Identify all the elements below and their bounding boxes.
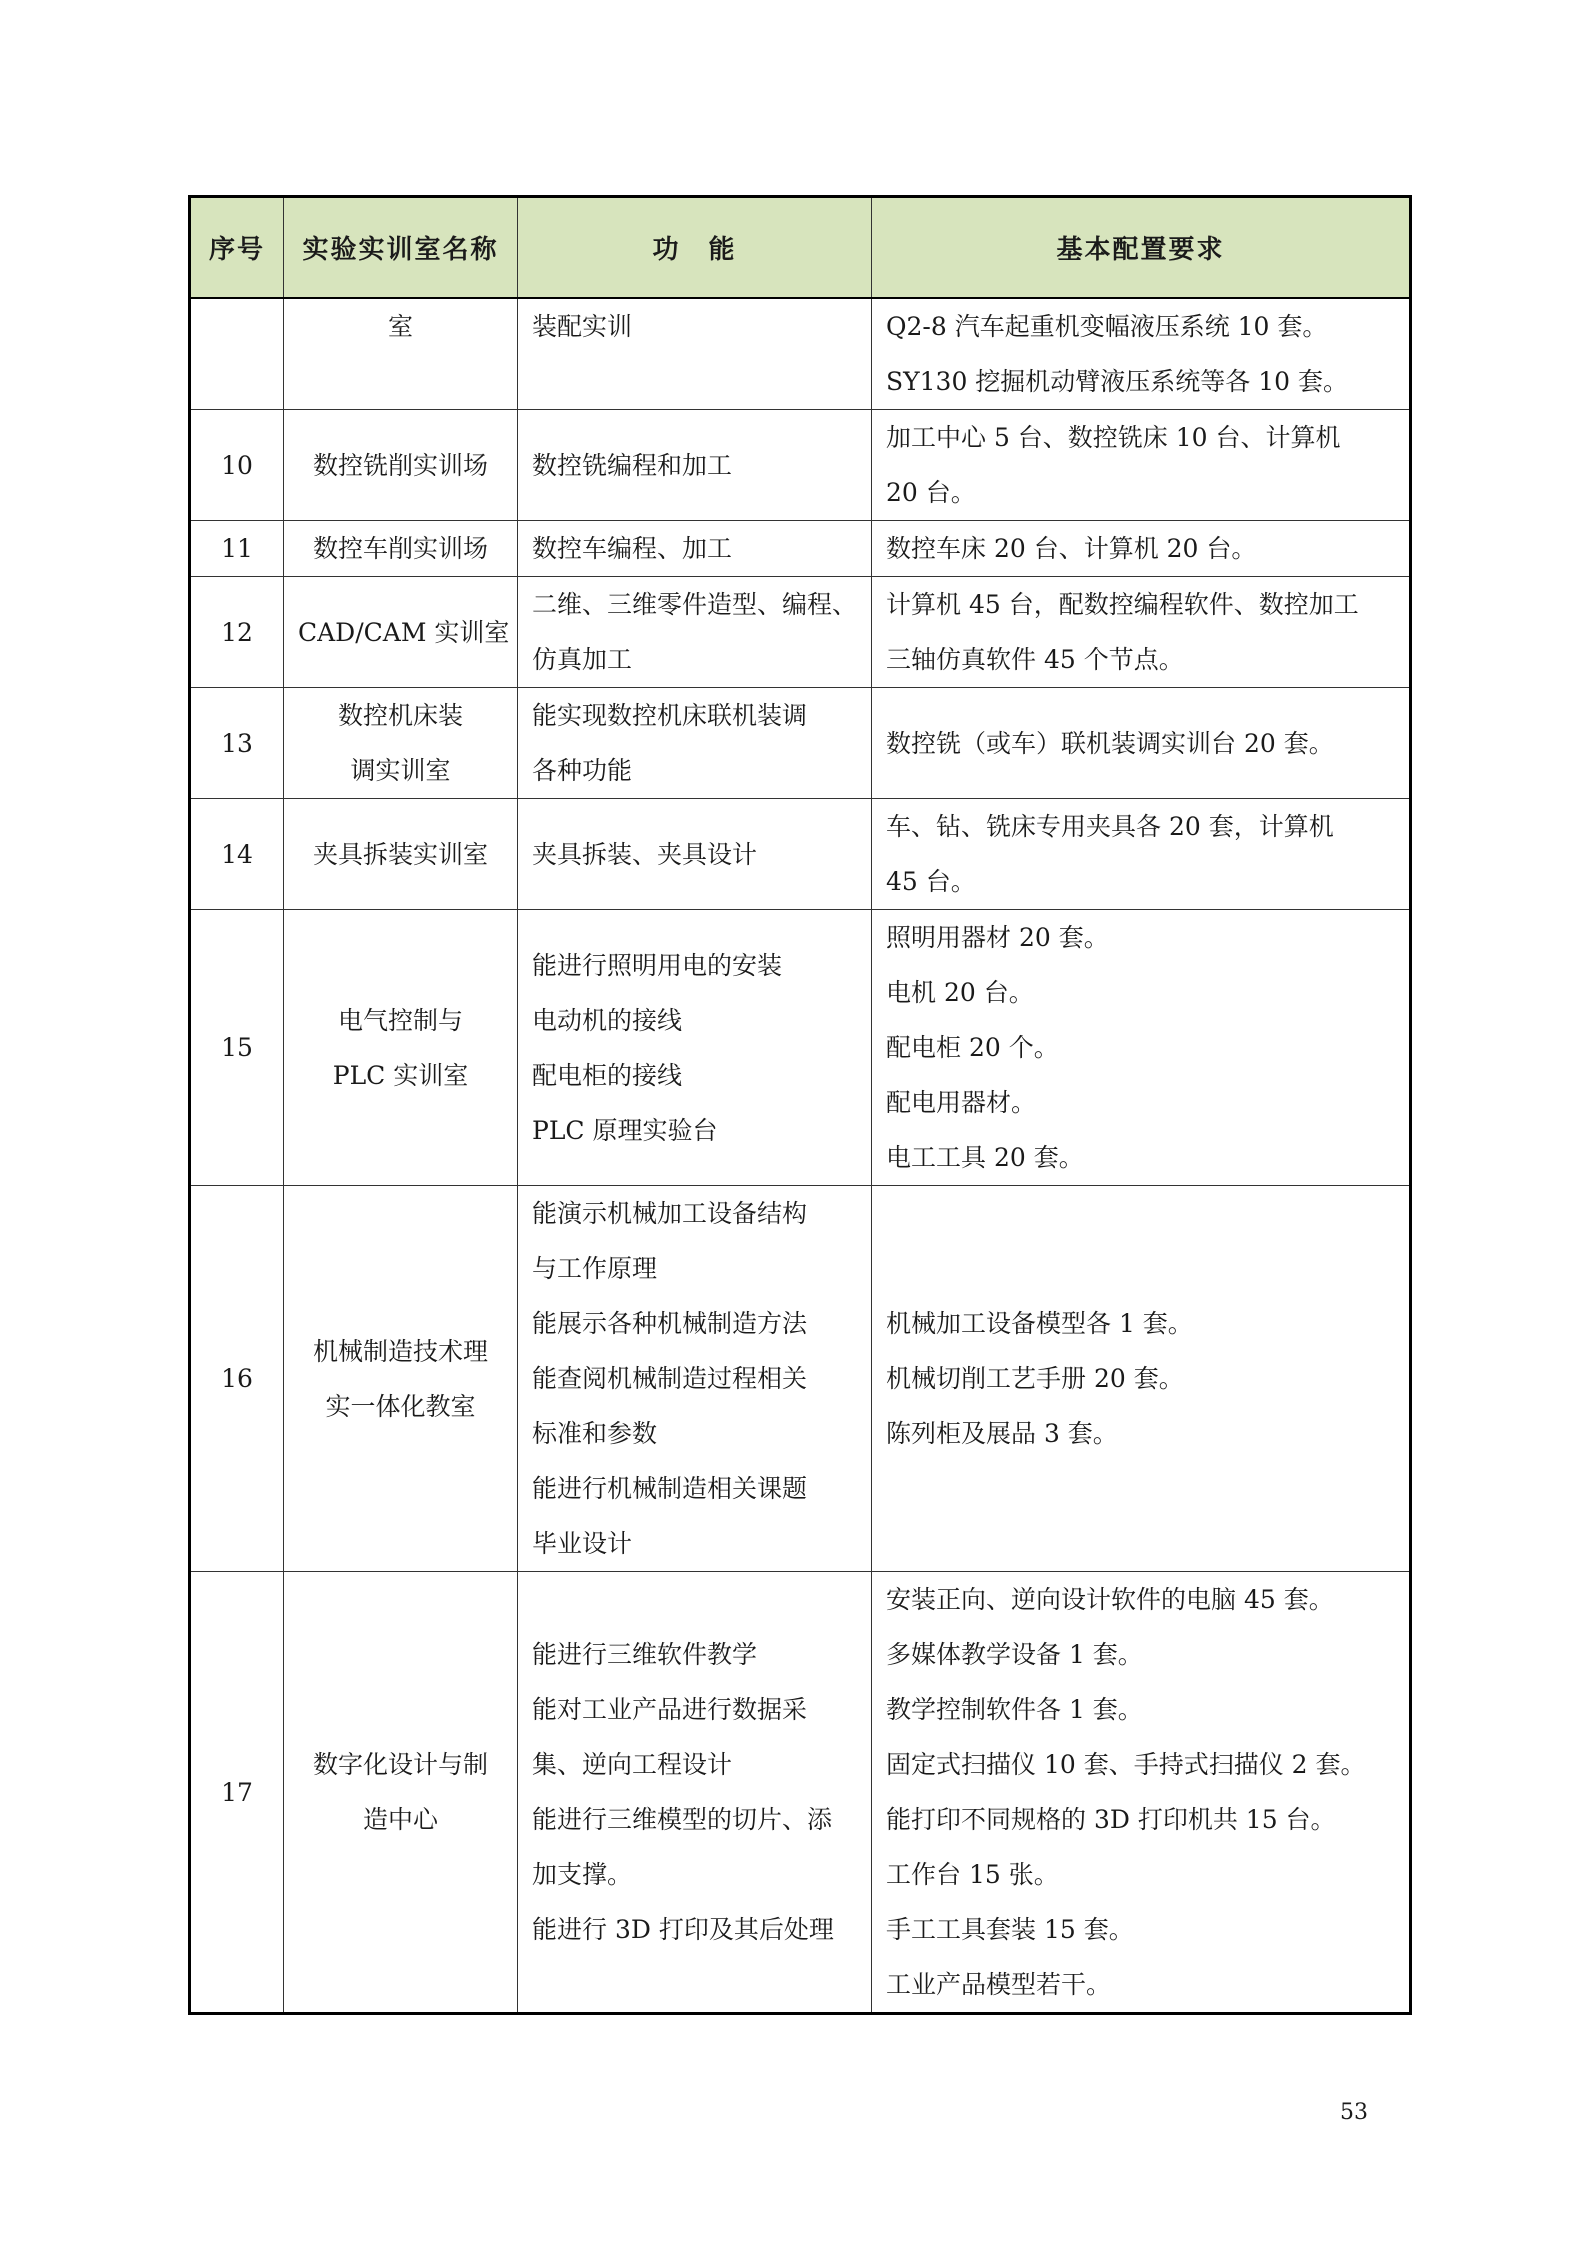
- table-row: [190, 410, 1411, 521]
- cell-config-line: 固定式扫描仪 10 套、手持式扫描仪 2 套。: [886, 1750, 1366, 1779]
- cell-config-line: 20 台。: [886, 478, 976, 507]
- cell-room-name-line: 机械制造技术理: [312, 1336, 488, 1366]
- cell-config-line: 手工工具套装 15 套。: [886, 1915, 1134, 1944]
- cell-config: [872, 1186, 1411, 1572]
- table-row: [190, 688, 1411, 799]
- cell-function-line: 集、逆向工程设计: [532, 1750, 733, 1779]
- cell-function-line: 能展示各种机械制造方法: [532, 1309, 808, 1338]
- cell-config-line: 45 台。: [886, 867, 976, 896]
- cell-room-name-line: 夹具拆装实训室: [312, 839, 488, 869]
- cell-function-line: 电动机的接线: [532, 1005, 683, 1035]
- cell-room-name-line: 数控铣削实训场: [312, 450, 488, 480]
- cell-config-line: Q2-8 汽车起重机变幅液压系统 10 套。: [886, 312, 1328, 341]
- cell-serial-no: 17: [190, 1572, 284, 2014]
- cell-config-line: 机械加工设备模型各 1 套。: [886, 1309, 1193, 1338]
- cell-function-line: 标准和参数: [532, 1419, 658, 1448]
- cell-room-name-line: 数控车削实训场: [312, 534, 488, 563]
- cell-config: [872, 577, 1411, 688]
- cell-config: [872, 799, 1411, 910]
- cell-serial-no: 15: [190, 910, 284, 1186]
- cell-room-name-line: 电气控制与: [337, 1005, 463, 1035]
- cell-function-line: 能实现数控机床联机装调: [532, 701, 808, 730]
- cell-function-line: 能对工业产品进行数据采: [532, 1695, 808, 1724]
- cell-config-line: 照明用器材 20 套。: [886, 923, 1109, 952]
- cell-config-line: 车、钻、铣床专用夹具各 20 套，计算机: [886, 812, 1334, 841]
- cell-config: [872, 410, 1411, 521]
- cell-room-name-line: 数字化设计与制: [312, 1750, 488, 1779]
- cell-room-name: [284, 577, 518, 688]
- cell-function-line: 夹具拆装、夹具设计: [532, 839, 758, 869]
- cell-room-name-line: 室: [387, 312, 413, 341]
- table-row: [190, 521, 1411, 577]
- cell-room-name-line: 数控机床装: [337, 701, 463, 730]
- cell-room-name: [284, 521, 518, 577]
- cell-serial-no: 10: [190, 410, 284, 521]
- cell-config-line: 配电柜 20 个。: [886, 1033, 1059, 1062]
- cell-serial-no: 13: [190, 688, 284, 799]
- cell-function: [518, 688, 872, 799]
- cell-room-name: [284, 298, 518, 410]
- equipment-table: [188, 195, 1412, 2015]
- cell-config-line: 安装正向、逆向设计软件的电脑 45 套。: [886, 1585, 1334, 1614]
- cell-room-name: [284, 410, 518, 521]
- cell-room-name: [284, 799, 518, 910]
- cell-config-line: 加工中心 5 台、数控铣床 10 台、计算机: [886, 423, 1341, 452]
- cell-config-line: 电机 20 台。: [886, 978, 1034, 1007]
- cell-config-line: 陈列柜及展品 3 套。: [886, 1419, 1118, 1448]
- cell-config: [872, 521, 1411, 577]
- cell-config-line: 工业产品模型若干。: [886, 1970, 1112, 1999]
- cell-config-line: 多媒体教学设备 1 套。: [886, 1640, 1143, 1669]
- cell-serial-no: 12: [190, 577, 284, 688]
- cell-serial-no: 14: [190, 799, 284, 910]
- cell-function: [518, 410, 872, 521]
- cell-room-name-line: 造中心: [362, 1805, 438, 1834]
- cell-function: [518, 910, 872, 1186]
- cell-config-line: 三轴仿真软件 45 个节点。: [886, 645, 1184, 674]
- cell-config-line: 能打印不同规格的 3D 打印机共 15 台。: [886, 1805, 1336, 1834]
- cell-function: [518, 1186, 872, 1572]
- cell-config: [872, 1572, 1411, 2014]
- cell-function-line: 数控车编程、加工: [532, 534, 733, 563]
- header-function: 功 能: [518, 197, 872, 299]
- page-number: 53: [1340, 2100, 1368, 2125]
- cell-function-line: 加支撑。: [532, 1860, 633, 1889]
- cell-config-line: 电工工具 20 套。: [886, 1143, 1084, 1172]
- cell-function: [518, 577, 872, 688]
- cell-config: [872, 910, 1411, 1186]
- cell-room-name: [284, 688, 518, 799]
- table-row: [190, 910, 1411, 1186]
- cell-function-line: 能进行照明用电的安装: [532, 950, 783, 980]
- cell-function-line: 能演示机械加工设备结构: [532, 1199, 808, 1228]
- cell-config-line: 教学控制软件各 1 套。: [886, 1695, 1143, 1724]
- table-header-row: [190, 197, 1411, 299]
- cell-room-name-line: PLC 实训室: [332, 1060, 469, 1090]
- cell-room-name-line: 实一体化教室: [325, 1391, 476, 1421]
- table-row: [190, 298, 1411, 410]
- cell-function-line: 能进行 3D 打印及其后处理: [532, 1915, 834, 1944]
- cell-function-line: 能进行机械制造相关课题: [532, 1474, 808, 1503]
- cell-config-line: 机械切削工艺手册 20 套。: [886, 1364, 1184, 1393]
- cell-function-line: 装配实训: [532, 312, 633, 341]
- table-row: [190, 1186, 1411, 1572]
- cell-config-line: 数控车床 20 台、计算机 20 台。: [886, 534, 1257, 563]
- cell-function-line: 毕业设计: [532, 1529, 633, 1558]
- cell-function-line: 数控铣编程和加工: [532, 450, 733, 480]
- cell-function-line: PLC 原理实验台: [532, 1115, 718, 1145]
- table-row: [190, 577, 1411, 688]
- table-row: [190, 1572, 1411, 2014]
- cell-config: [872, 298, 1411, 410]
- cell-config-line: 数控铣（或车）联机装调实训台 20 套。: [886, 728, 1334, 758]
- cell-function-line: 各种功能: [532, 756, 633, 785]
- cell-function: [518, 521, 872, 577]
- table-row: [190, 799, 1411, 910]
- cell-function-line: 能进行三维模型的切片、添: [532, 1805, 833, 1834]
- cell-function-line: 能进行三维软件教学: [532, 1640, 758, 1669]
- cell-serial-no: [190, 298, 284, 410]
- cell-config: [872, 688, 1411, 799]
- cell-function-line: 仿真加工: [532, 645, 633, 674]
- cell-serial-no: 16: [190, 1186, 284, 1572]
- header-config: 基本配置要求: [872, 197, 1411, 299]
- header-serial-no: 序号: [190, 197, 284, 299]
- cell-function-line: 与工作原理: [532, 1254, 658, 1283]
- cell-room-name: [284, 910, 518, 1186]
- cell-function: [518, 298, 872, 410]
- cell-config-line: 工作台 15 张。: [886, 1860, 1059, 1889]
- cell-serial-no: 11: [190, 521, 284, 577]
- cell-room-name-line: CAD/CAM 实训室: [298, 617, 510, 647]
- cell-config-line: SY130 挖掘机动臂液压系统等各 10 套。: [886, 367, 1349, 396]
- cell-room-name-line: 调实训室: [350, 756, 451, 785]
- cell-function: [518, 799, 872, 910]
- cell-function-line: 能查阅机械制造过程相关: [532, 1364, 808, 1393]
- cell-room-name: [284, 1572, 518, 2014]
- cell-function: [518, 1572, 872, 2014]
- header-room-name: 实验实训室名称: [284, 197, 518, 299]
- cell-config-line: 配电用器材。: [886, 1088, 1037, 1117]
- cell-room-name: [284, 1186, 518, 1572]
- cell-config-line: 计算机 45 台，配数控编程软件、数控加工: [886, 590, 1359, 619]
- cell-function-line: 二维、三维零件造型、编程、: [532, 590, 858, 619]
- cell-function-line: 配电柜的接线: [532, 1060, 683, 1090]
